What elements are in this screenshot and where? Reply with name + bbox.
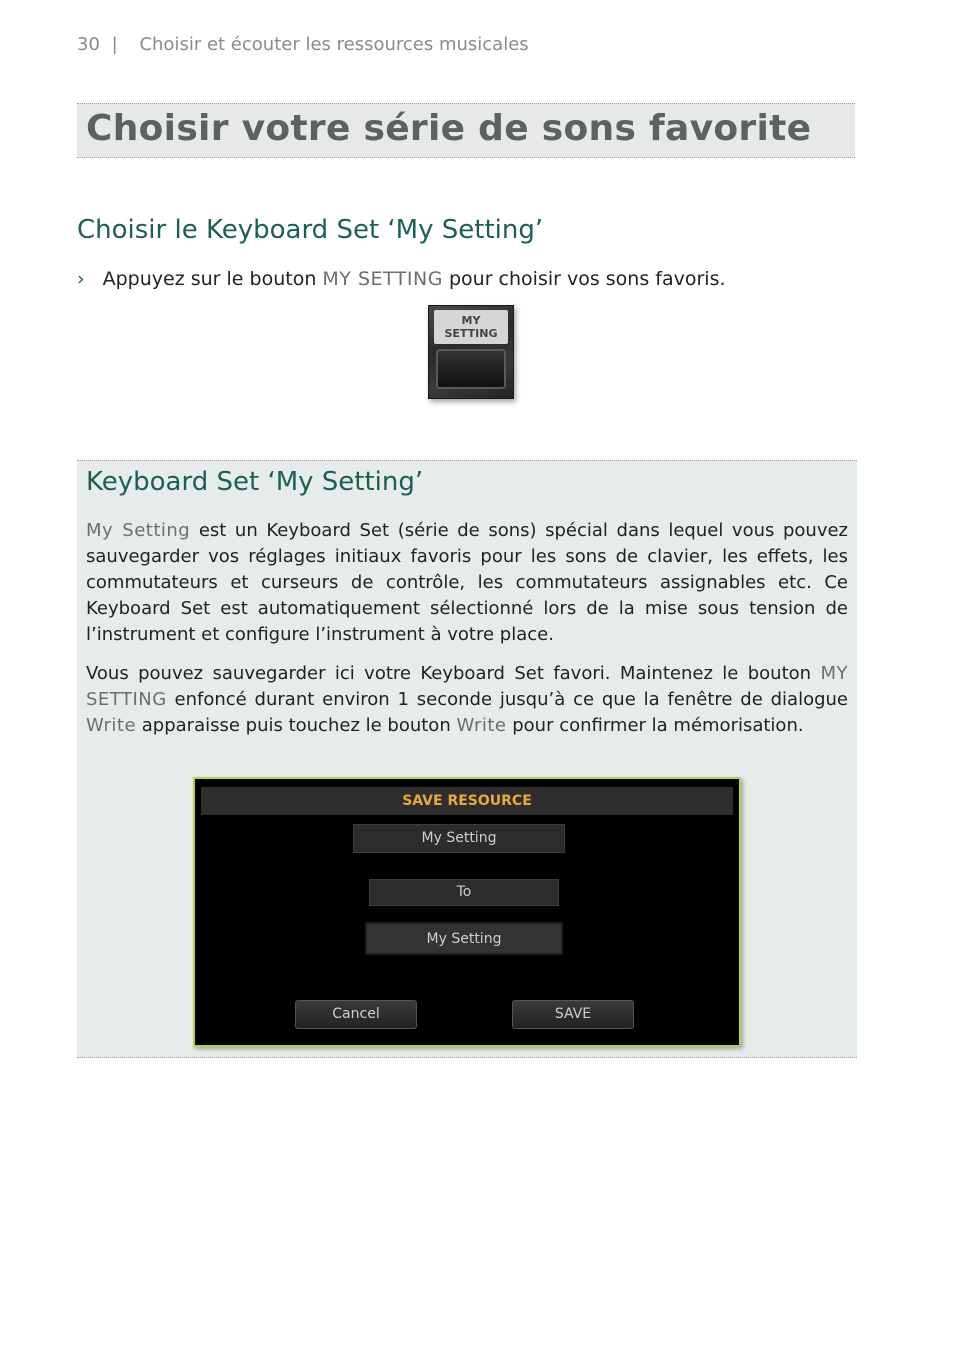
keyword-my-setting: My Setting	[86, 520, 191, 541]
button-label-line2: SETTING	[444, 327, 498, 340]
my-setting-button-image	[428, 305, 514, 399]
title-bar	[77, 103, 855, 158]
button-label-line1: MY	[461, 314, 481, 327]
box-heading: Keyboard Set ‘My Setting’	[86, 467, 424, 497]
section-heading: Choisir le Keyboard Set ‘My Setting’	[77, 215, 544, 245]
step-keyword: MY SETTING	[322, 268, 443, 290]
cancel-button[interactable]: Cancel	[295, 1000, 417, 1029]
p2-text-c: apparaisse puis touchez le bouton	[136, 715, 457, 736]
source-name-field: My Setting	[353, 824, 565, 853]
p2-text-d: pour confirmer la mémorisation.	[506, 715, 804, 736]
dialog-title: SAVE RESOURCE	[201, 787, 733, 815]
button-cap	[436, 349, 506, 389]
save-resource-dialog	[193, 777, 741, 1047]
p1-text: est un Keyboard Set (série de sons) spécial dans lequel vous pouvez sauvegarder vos réglages initiaux favoris pour les sons de clavier, les effets, les commutateurs et curseurs de contrôle, les commutateurs assignables etc. Ce Keyboard Set est automatiquement sélectionné lors de la mise sous tension de l’instrument et configure l’instrument à votre place.	[86, 520, 849, 645]
my-setting-button-label	[434, 310, 508, 344]
page-number: 30	[77, 34, 100, 55]
step-arrow-icon: ›	[77, 268, 85, 290]
keyword-my-setting-2: MY SETTING	[86, 663, 848, 710]
to-label: To	[369, 879, 559, 906]
save-button[interactable]: SAVE	[512, 1000, 634, 1029]
keyword-write-2: Write	[456, 715, 507, 736]
step-instruction	[77, 268, 726, 290]
step-text-before: Appuyez sur le bouton	[102, 268, 323, 290]
header-separator: |	[111, 34, 118, 55]
keyword-write-1: Write	[86, 715, 137, 736]
p2-text-b: enfoncé durant environ 1 seconde jusqu’à ce que la fenêtre de dialogue	[166, 689, 848, 710]
box-paragraph-1	[86, 518, 848, 648]
step-text-after: pour choisir vos sons favoris.	[442, 268, 726, 290]
target-name-field[interactable]: My Setting	[365, 922, 563, 955]
page-header	[77, 34, 529, 55]
box-paragraph-2	[86, 661, 848, 739]
p2-text-a: Vous pouvez sauvegarder ici votre Keyboard Set favori. Maintenez le bouton	[86, 663, 821, 684]
chapter-title: Choisir et écouter les ressources musicales	[139, 34, 529, 55]
page-title: Choisir votre série de sons favorite	[86, 108, 812, 149]
info-box	[77, 460, 857, 1058]
